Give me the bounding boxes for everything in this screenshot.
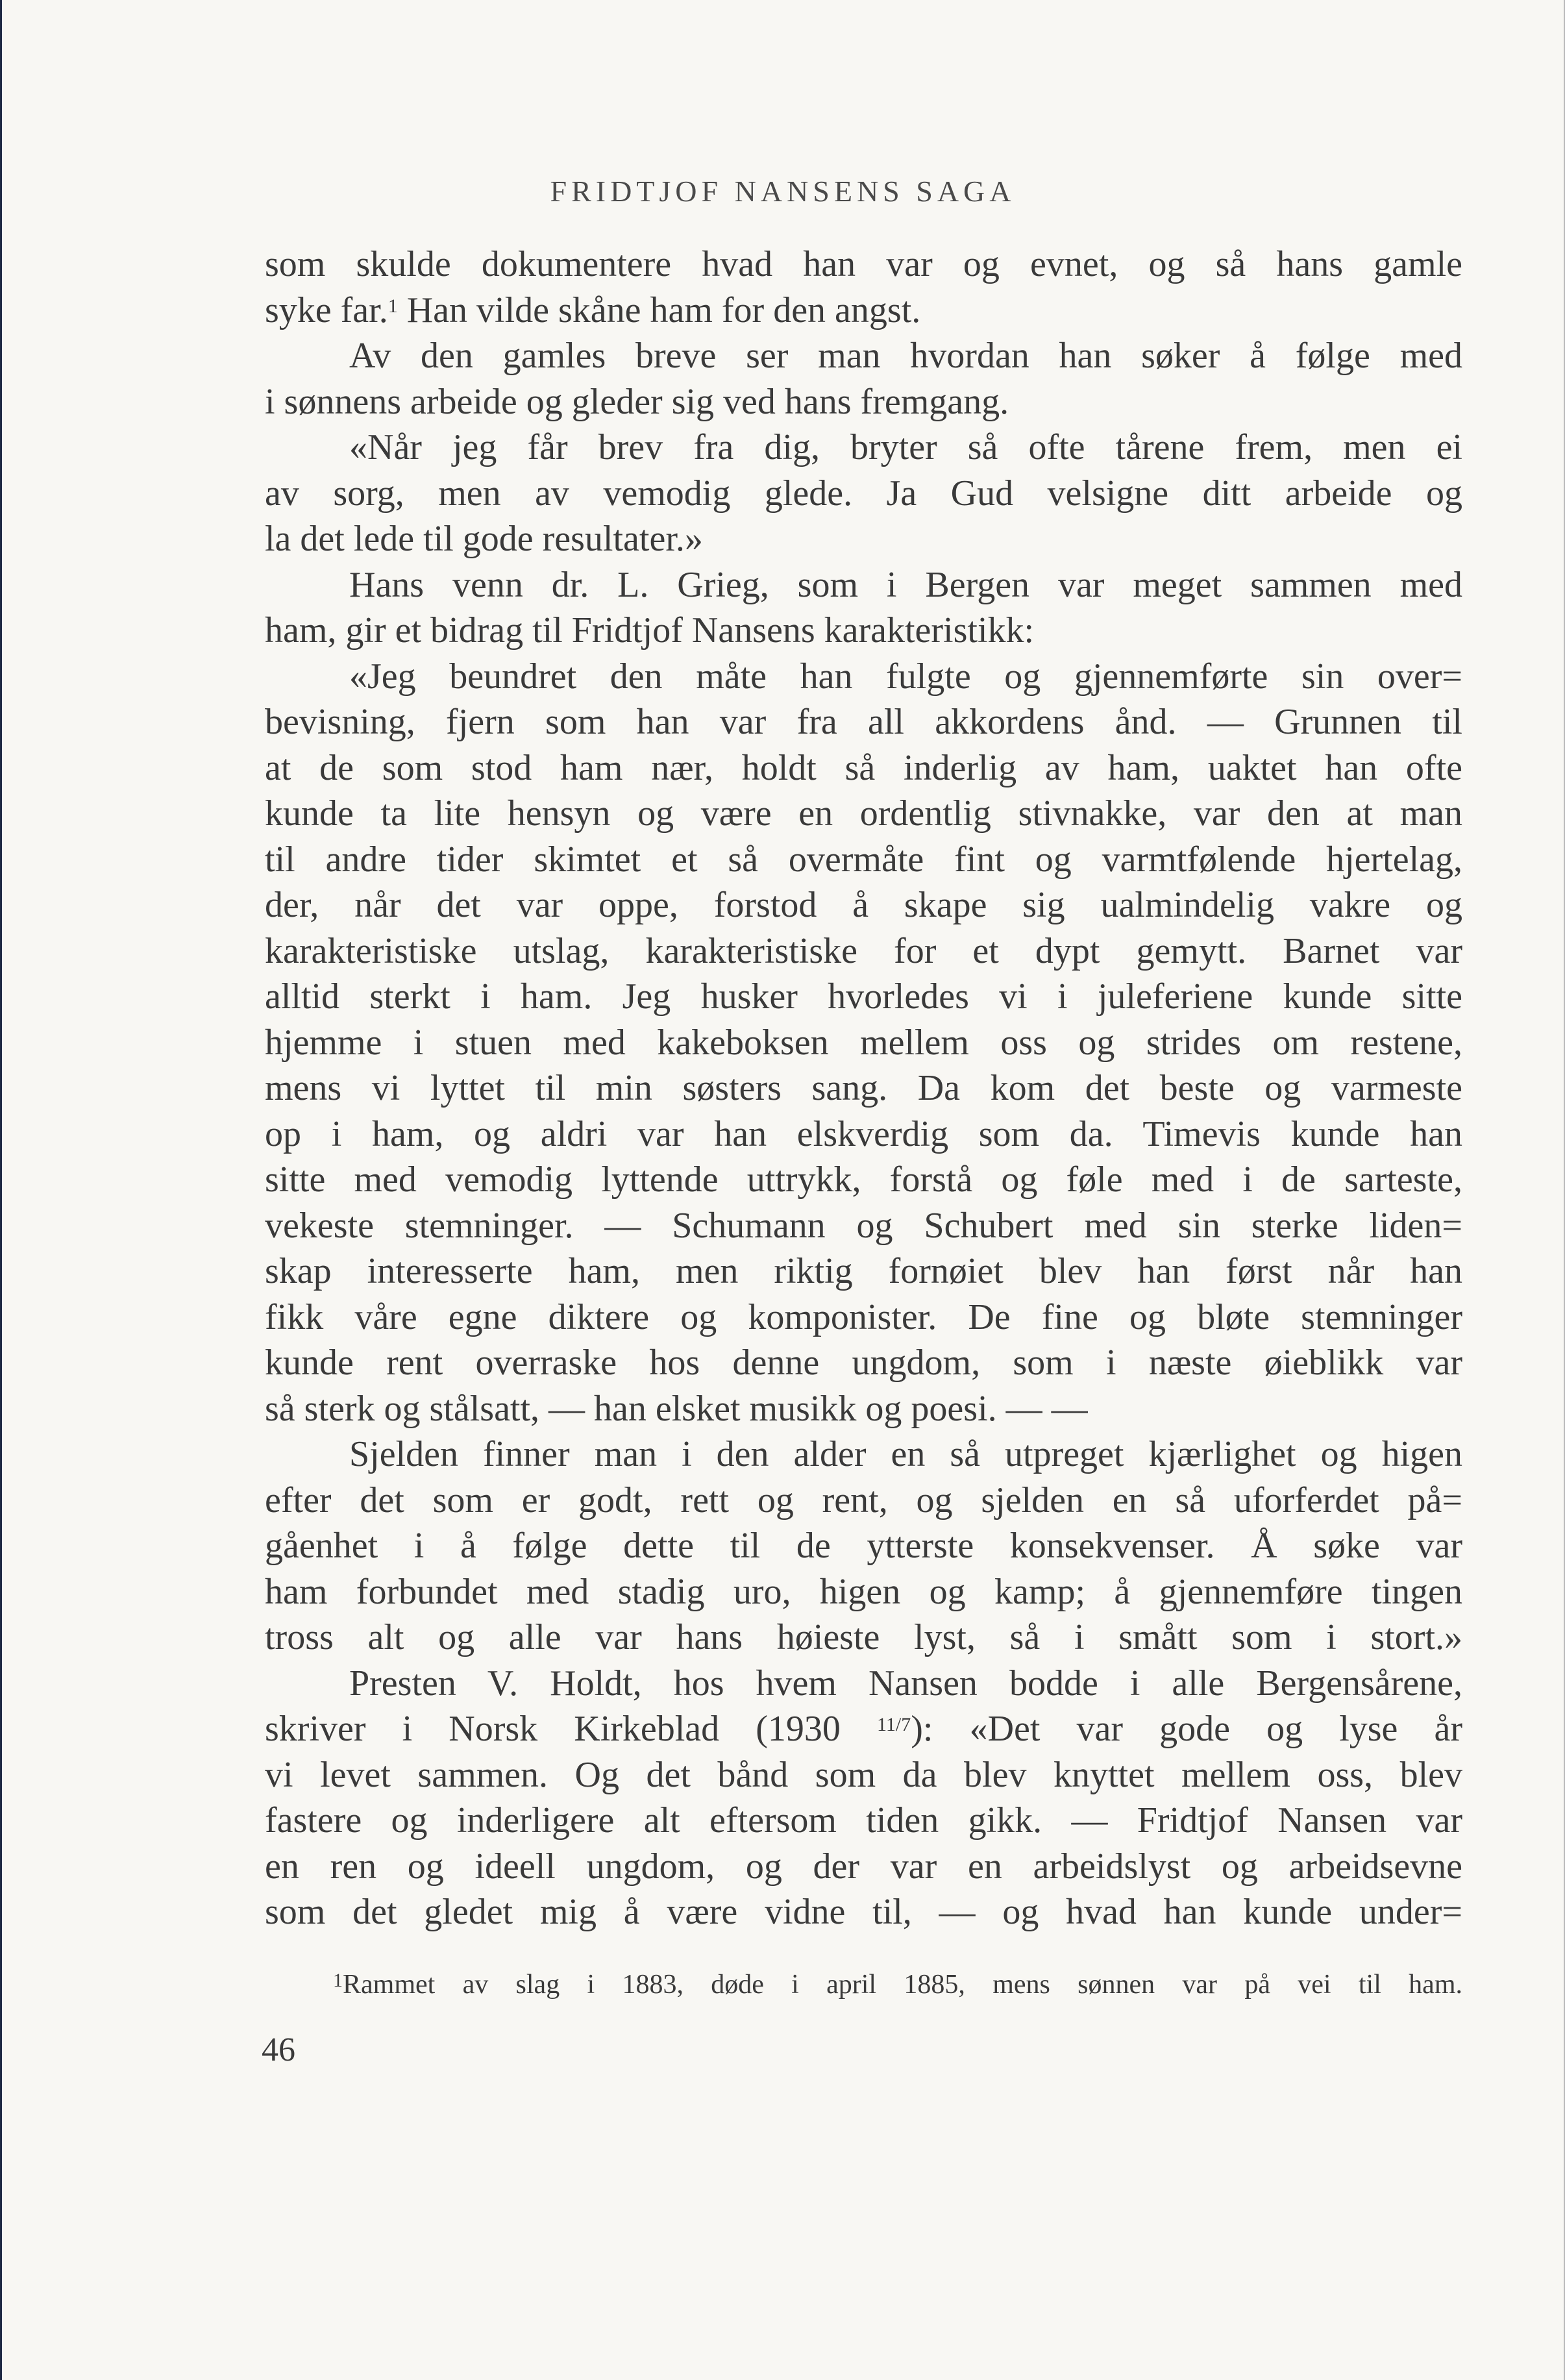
line-text: Sjelden finner man i den alder en så utpreget kjærlighet og higen: [349, 1434, 1462, 1474]
line-text: skriver i Norsk Kirkeblad (1930: [265, 1709, 878, 1749]
text-line: [265, 1661, 1462, 1707]
text-line: [265, 699, 1462, 745]
line-text: fastere og inderligere alt eftersom tiden gikk. — Fridtjof Nansen var: [265, 1800, 1462, 1841]
text-line: [265, 1020, 1462, 1066]
line-text: i sønnens arbeide og gleder sig ved hans fremgang.: [265, 381, 1009, 422]
text-line: [265, 425, 1462, 471]
text-line: [265, 1065, 1462, 1111]
date-fraction: 11/7: [877, 1714, 911, 1735]
line-text: Av den gamles breve ser man hvordan han søker å følge med: [349, 336, 1462, 376]
line-text: op i ham, og aldri var han elskverdig som da. Timevis kunde han: [265, 1113, 1462, 1154]
line-text: bevisning, fjern som han var fra all akkordens ånd. — Grunnen til: [265, 702, 1462, 742]
line-text: efter det som er godt, rett og rent, og sjelden en så uforferdet på=: [265, 1480, 1462, 1520]
text-line: [265, 928, 1462, 974]
text-line: [265, 1569, 1462, 1615]
line-text: vi levet sammen. Og det bånd som da blev knyttet mellem oss, blev: [265, 1754, 1462, 1795]
text-line: [265, 1798, 1462, 1844]
line-text: kunde rent overraske hos denne ungdom, som i næste øieblikk var: [265, 1343, 1462, 1383]
text-line: [265, 1432, 1462, 1478]
line-text: hjemme i stuen med kakeboksen mellem oss og strides om restene,: [265, 1022, 1462, 1063]
line-text: «Når jeg får brev fra dig, bryter så ofte tårene frem, men ei: [349, 427, 1462, 467]
text-line: [265, 608, 1462, 654]
line-text: ham, gir et bidrag til Fridtjof Nansens karakteristikk:: [265, 610, 1035, 651]
line-text: Hans venn dr. L. Grieg, som i Bergen var meget sammen med: [349, 564, 1462, 605]
text-line: [265, 1340, 1462, 1386]
line-text: syke far.: [265, 290, 388, 330]
text-line: [265, 1523, 1462, 1569]
text-line: [265, 837, 1462, 883]
line-text: mens vi lyttet til min søsters sang. Da kom det beste og varmeste: [265, 1068, 1462, 1108]
text-line: [265, 1157, 1462, 1203]
line-text: sitte med vemodig lyttende uttrykk, forstå og føle med i de sarteste,: [265, 1159, 1462, 1200]
footnote-marker: 1: [333, 1970, 343, 1991]
footnote-reference: 1: [388, 295, 398, 317]
body-text: [265, 242, 1462, 1935]
line-text: tross alt og alle var hans høieste lyst, så i smått som i stort.»: [265, 1617, 1462, 1657]
text-line: [265, 1386, 1462, 1432]
line-text: så sterk og stålsatt, — han elsket musikk og poesi. — —: [265, 1388, 1088, 1429]
line-text: som skulde dokumentere hvad han var og evnet, og så hans gamle: [265, 244, 1462, 284]
line-text: kunde ta lite hensyn og være en ordentlig stivnakke, var den at man: [265, 793, 1462, 834]
line-text-continued: ): «Det var gode og lyse år: [911, 1709, 1462, 1749]
line-text: ham forbundet med stadig uro, higen og kamp; å gjennemføre tingen: [265, 1571, 1462, 1612]
line-text: Presten V. Holdt, hos hvem Nansen bodde i alle Bergensårene,: [349, 1663, 1462, 1704]
line-text-continued: Han vilde skåne ham for den angst.: [397, 290, 921, 330]
text-line: [265, 562, 1462, 608]
text-line: [265, 1478, 1462, 1524]
text-line: [265, 1615, 1462, 1661]
text-line: [265, 1844, 1462, 1890]
page-number: 46: [262, 2031, 295, 2068]
text-line: [265, 242, 1462, 288]
line-text: av sorg, men av vemodig glede. Ja Gud velsigne ditt arbeide og: [265, 473, 1462, 514]
line-text: som det gledet mig å være vidne til, — og hvad han kunde under=: [265, 1892, 1462, 1932]
text-line: [265, 745, 1462, 791]
line-text: fikk våre egne diktere og komponister. De fine og bløte stemninger: [265, 1296, 1462, 1337]
text-line: [265, 882, 1462, 928]
text-line: [265, 1111, 1462, 1158]
text-line: [265, 516, 1462, 562]
line-text: vekeste stemninger. — Schumann og Schubert med sin sterke liden=: [265, 1205, 1462, 1246]
text-line: [265, 1889, 1462, 1935]
text-line: [265, 791, 1462, 837]
line-text: til andre tider skimtet et så overmåte fint og varmtfølende hjertelag,: [265, 839, 1462, 880]
text-line: [265, 333, 1462, 379]
line-text: at de som stod ham nær, holdt så inderlig av ham, uaktet han ofte: [265, 747, 1462, 788]
footnote: [333, 1968, 1462, 2001]
footnote-text: Rammet av slag i 1883, døde i april 1885, mens sønnen var på vei til ham.: [343, 1970, 1462, 2000]
line-text: karakteristiske utslag, karakteristiske for et dypt gemytt. Barnet var: [265, 930, 1462, 971]
text-line: [265, 471, 1462, 517]
line-text: en ren og ideell ungdom, og der var en arbeidslyst og arbeidsevne: [265, 1846, 1462, 1887]
line-text: skap interesserte ham, men riktig fornøiet blev han først når han: [265, 1251, 1462, 1291]
line-text: «Jeg beundret den måte han fulgte og gjennemførte sin over=: [349, 656, 1462, 697]
text-line: [265, 1752, 1462, 1798]
line-text: gåenhet i å følge dette til de ytterste konsekvenser. Å søke var: [265, 1526, 1462, 1566]
line-text: la det lede til gode resultater.»: [265, 519, 703, 559]
text-line: [265, 288, 1462, 334]
line-text: alltid sterkt i ham. Jeg husker hvorledes vi i juleferiene kunde sitte: [265, 976, 1462, 1017]
text-line: [265, 654, 1462, 700]
text-line: [265, 379, 1462, 425]
text-line: [265, 1248, 1462, 1295]
text-line: [265, 1295, 1462, 1341]
text-line: [265, 1203, 1462, 1249]
text-line: [265, 1706, 1462, 1752]
running-header: FRIDTJOF NANSENS SAGA: [550, 175, 1016, 208]
line-text: der, når det var oppe, forstod å skape sig ualmindelig vakre og: [265, 885, 1462, 925]
text-line: [265, 974, 1462, 1020]
